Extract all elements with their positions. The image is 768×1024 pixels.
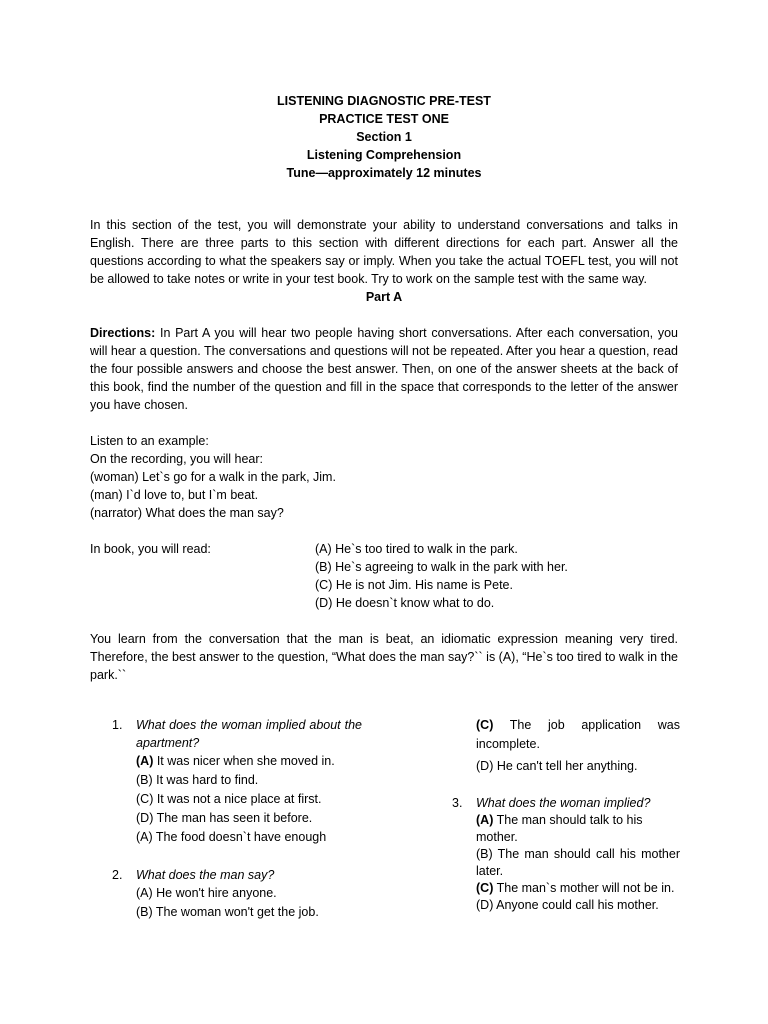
- question-3: [440, 794, 680, 914]
- part-title: Part A: [365, 290, 403, 304]
- example-book-row: [90, 540, 678, 612]
- question-text: What does the man say?: [136, 868, 275, 882]
- example-option: (B) He`s agreeing to walk in the park with her.: [315, 560, 568, 574]
- answer-options: [136, 752, 362, 847]
- questions-right-column: [440, 716, 680, 941]
- document-header: [90, 92, 678, 182]
- example-heading: Listen to an example:: [90, 434, 209, 448]
- questions-area: [90, 716, 680, 941]
- answer-option-b: (B) It was hard to find.: [136, 773, 259, 787]
- example-line-man: (man) I`d love to, but I`m beat.: [90, 488, 259, 502]
- example-options: [315, 540, 568, 612]
- answer-option-a: (A) It was nicer when she moved in.: [136, 754, 335, 768]
- answer-option-b: (B) The man should call his mother later.: [476, 847, 680, 878]
- directions-paragraph: [90, 324, 678, 414]
- directions-text: In Part A you will hear two people having short conversations. After each conversation, you will hear a question. The conversations and questions will not be repeated. After you hear a question, read the four possible answers and choose the best answer. Then, on one of the answer sheets at the back of this book, find the number of the question and fill in the space that corresponds to the letter of the answer you have chosen.: [90, 326, 678, 412]
- question-2-continued: [476, 716, 680, 776]
- question-text: What does the woman implied about the apartment?: [136, 718, 362, 750]
- example-recording-label: On the recording, you will hear:: [90, 452, 264, 466]
- example-option: (D) He doesn`t know what to do.: [315, 596, 495, 610]
- header-line-4: Listening Comprehension: [306, 148, 462, 162]
- example-block: [90, 432, 678, 522]
- question-number: 1.: [112, 718, 123, 732]
- answer-options: [136, 884, 362, 922]
- answer-option-d: (D) He can't tell her anything.: [476, 759, 638, 773]
- answer-option-d: (D) Anyone could call his mother.: [476, 898, 659, 912]
- example-line-woman: (woman) Let`s go for a walk in the park, Jim.: [90, 470, 336, 484]
- answer-option-d: (D) The man has seen it before.: [136, 811, 313, 825]
- questions-left-column: [90, 716, 362, 941]
- answer-option-a: (A) He won't hire anyone.: [136, 886, 277, 900]
- example-book-label: In book, you will read:: [90, 542, 211, 556]
- header-line-3: Section 1: [356, 130, 412, 144]
- example-option: (C) He is not Jim. His name is Pete.: [315, 578, 513, 592]
- header-line-5: Tune—approximately 12 minutes: [286, 166, 482, 180]
- example-line-narrator: (narrator) What does the man say?: [90, 506, 284, 520]
- answer-option-c: (C) The man`s mother will not be in.: [476, 881, 675, 895]
- directions-label: Directions:: [90, 326, 156, 340]
- question-text: What does the woman implied?: [476, 796, 651, 810]
- question-2: [90, 866, 362, 922]
- intro-paragraph: In this section of the test, you will demonstrate your ability to understand conversations and talks in English. There are three parts to this section with different directions for each part. Answer all the questions according to what the speakers say or imply. When you take the actual TOEFL test, you will not be allowed to take notes or write in your test book. Try to work on the sample test with the same way.: [90, 218, 678, 286]
- answer-option-a: (A) The man should talk to his mother.: [476, 813, 643, 844]
- answer-option-extra: (A) The food doesn`t have enough: [136, 830, 327, 844]
- question-number: 3.: [452, 796, 463, 810]
- answer-options: [476, 812, 680, 914]
- answer-option-b: (B) The woman won't get the job.: [136, 905, 319, 919]
- header-line-2: PRACTICE TEST ONE: [319, 112, 449, 126]
- question-1: [90, 716, 362, 847]
- example-option: (A) He`s too tired to walk in the park.: [315, 542, 518, 556]
- document-page: [90, 92, 678, 684]
- header-line-1: LISTENING DIAGNOSTIC PRE-TEST: [277, 94, 491, 108]
- answer-option-c: (C) It was not a nice place at first.: [136, 792, 322, 806]
- answer-option-c: (C) The job application was incomplete.: [476, 718, 680, 751]
- example-explanation: You learn from the conversation that the man is beat, an idiomatic expression meaning very tired. Therefore, the best answer to the question, “What does the man say?`` is (A), “He`s too tired to walk in the park.``: [90, 632, 678, 682]
- question-number: 2.: [112, 868, 123, 882]
